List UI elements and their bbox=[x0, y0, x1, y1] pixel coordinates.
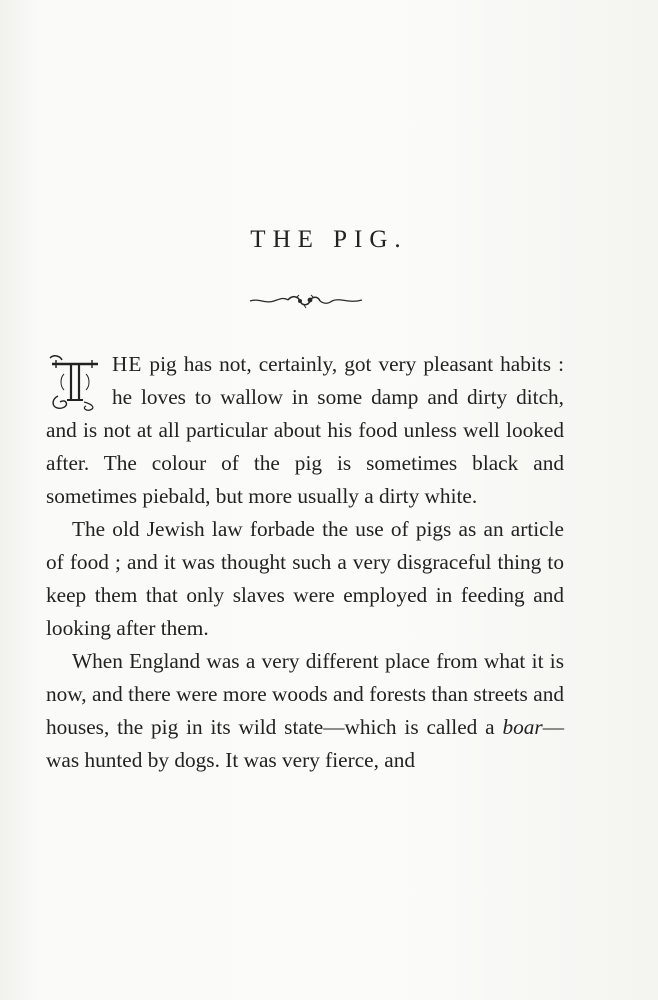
body-text bbox=[46, 348, 564, 777]
paragraph-2: The old Jewish law forbade the use of pigs as an article of food ; and it was thought such a very disgraceful thing to keep them that only slaves were employed in feeding and looking after them. bbox=[46, 517, 564, 640]
decorative-flourish-icon bbox=[248, 292, 364, 310]
paragraph-1-text: pig has not, certainly, got very pleasant habits : he loves to wallow in some damp and dirty ditch, and is not at all particular about his food unless well looked after. The colour of the pig is sometimes black and sometimes piebald, but more usually a dirty white. bbox=[46, 352, 564, 508]
chapter-title: THE PIG. bbox=[250, 226, 408, 253]
first-word: HE bbox=[112, 352, 143, 376]
ornate-capital-t-icon bbox=[46, 352, 104, 412]
paragraph-1 bbox=[46, 348, 564, 513]
paragraph-3-text-a: When England was a very different place from what it is now, and there were more woods and forests than streets and houses, the pig in its wild state—which is called a bbox=[46, 649, 564, 739]
italic-boar: boar bbox=[502, 715, 543, 739]
paragraph-3-text-b: —was hunted by dogs. It was very fierce, and bbox=[46, 715, 564, 772]
paragraph-3 bbox=[46, 645, 564, 777]
